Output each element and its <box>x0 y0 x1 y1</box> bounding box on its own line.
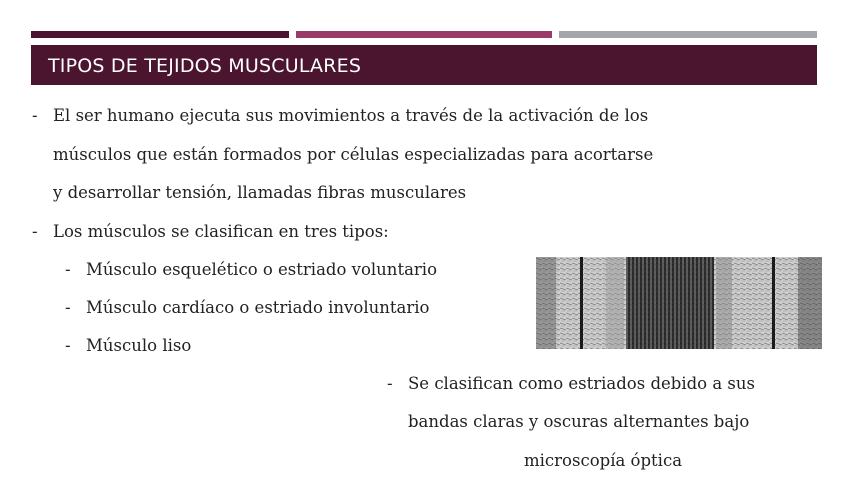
accent-bar-magenta <box>296 31 552 38</box>
note-bullet-marker: - <box>387 374 393 393</box>
accent-bar-gray <box>559 31 817 38</box>
bullet1-line-1: El ser humano ejecuta sus movimientos a través de la activación de los <box>53 106 649 125</box>
sub-bullet-marker: - <box>65 260 71 279</box>
sub-bullet-marker: - <box>65 336 71 355</box>
bullet1-line-3: y desarrollar tensión, llamadas fibras musculares <box>53 183 467 202</box>
striated-muscle-micrograph <box>536 257 822 349</box>
note-line-1: Se clasifican como estriados debido a sus <box>408 374 755 393</box>
bullet2-text: Los músculos se clasifican en tres tipos: <box>53 222 389 241</box>
title-band <box>31 45 817 85</box>
note-line-2: bandas claras y oscuras alternantes bajo <box>408 412 750 431</box>
bullet-marker: - <box>32 106 38 125</box>
sub-bullet-marker: - <box>65 298 71 317</box>
sub-item-cardiac: Músculo cardíaco o estriado involuntario <box>86 298 430 317</box>
sub-item-skeletal: Músculo esquelético o estriado voluntario <box>86 260 438 279</box>
note-line-3: microscopía óptica <box>524 451 683 470</box>
accent-bar-dark <box>31 31 289 38</box>
slide-title: TIPOS DE TEJIDOS MUSCULARES <box>48 55 362 77</box>
sub-item-smooth: Músculo liso <box>86 336 192 355</box>
bullet1-line-2: músculos que están formados por células especializadas para acortarse <box>53 145 654 164</box>
bullet-marker: - <box>32 222 38 241</box>
